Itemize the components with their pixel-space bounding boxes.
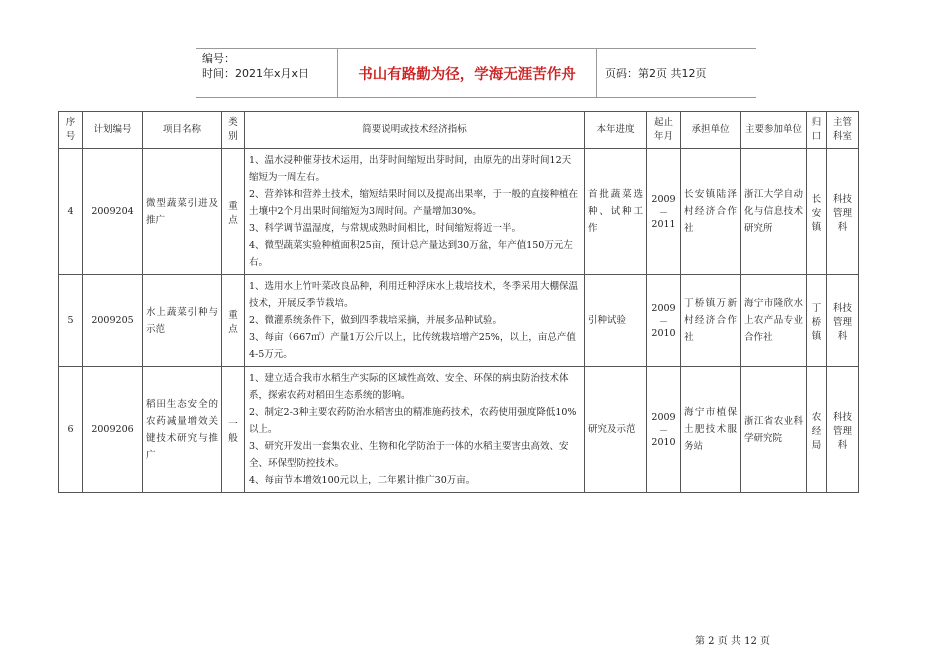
row-office: 科技管理科 [827,275,859,367]
description-line: 2、微灌系统条件下，做到四季栽培采摘，并展多品种试验。 [249,315,503,326]
header-motto: 书山有路勤为径，学海无涯苦作舟 [338,49,597,97]
table-row [59,149,859,275]
row-undertaking-unit: 丁桥镇万新村经济合作社 [681,275,741,367]
row-progress: 引种试验 [585,275,647,367]
row-description [245,367,585,493]
description-line: 1、温水浸种催芽技术运用，出芽时间缩短出芽时间，由原先的出芽时间12天缩短为一周左右。 [249,155,572,183]
description-line: 1、选用水上竹叶菜改良品种，利用迁种浮床水上栽培技术，冬季采用大棚保温技术，开展反季节栽培。 [249,281,579,309]
row-project-name: 微型蔬菜引进及推广 [143,149,222,275]
page-header [196,48,756,98]
description-line: 3、每亩（667㎡）产量1万公斤以上，比传统栽培增产25%，以上，亩总产值4-5万元。 [249,332,576,360]
row-plan-number: 2009206 [83,367,143,493]
row-undertaking-unit: 海宁市植保土肥技术服务站 [681,367,741,493]
column-header: 简要说明或技术经济指标 [245,112,585,149]
row-plan-number: 2009205 [83,275,143,367]
description-line: 3、研究开发出一套集农业、生物和化学防治于一体的水稻主要害虫高效、安全、环保型防控技术。 [249,441,569,469]
row-department: 长安镇 [807,149,827,275]
row-plan-number: 2009204 [83,149,143,275]
row-period: 2009－2010 [647,367,681,493]
row-period: 2009－2010 [647,275,681,367]
row-seq: 6 [59,367,83,493]
description-line: 1、建立适合我市水稻生产实际的区域性高效、安全、环保的病虫防治技术体系，探索农药对稻田生态系统的影响。 [249,373,569,401]
column-header: 计划编号 [83,112,143,149]
column-header: 起止年月 [647,112,681,149]
row-seq: 5 [59,275,83,367]
row-department: 农经局 [807,367,827,493]
row-project-name: 水上蔬菜引种与示范 [143,275,222,367]
row-partner-unit: 浙江大学自动化与信息技术研究所 [741,149,807,275]
number-label: 编号： [202,52,235,65]
row-department: 丁桥镇 [807,275,827,367]
column-header: 本年进度 [585,112,647,149]
description-line: 4、微型蔬菜实验种植面积25亩，预计总产量达到30万盆，年产值150万元左右。 [249,240,573,268]
row-partner-unit: 浙江省农业科学研究院 [741,367,807,493]
description-line: 3、科学调节温湿度，与常规成熟时间相比，时间缩短将近一半。 [249,223,522,234]
row-office: 科技管理科 [827,367,859,493]
row-category: 重点 [222,149,245,275]
row-progress: 首批蔬菜选种、试种工作 [585,149,647,275]
description-line: 2、制定2-3种主要农药防治水稻害虫的精准施药技术，农药使用强度降低10%以上。 [249,407,577,435]
time-label: 时间：2021年x月x日 [202,67,310,80]
description-line: 4、每亩节本增效100元以上，二年累计推广30万亩。 [249,475,476,486]
column-header: 主要参加单位 [741,112,807,149]
table-header-row [59,112,859,149]
description-line: 2、营养钵和营养土技术，缩短结果时间以及提高出果率，于一般的直接种植在土壤中2个月出果时间缩短为3周时间。产量增加30%。 [249,189,579,217]
row-category: 一般 [222,367,245,493]
column-header: 归口 [807,112,827,149]
header-meta [196,49,338,97]
column-header: 主管科室 [827,112,859,149]
column-header: 类别 [222,112,245,149]
column-header: 序号 [59,112,83,149]
row-project-name: 稻田生态安全的农药减量增效关键技术研究与推广 [143,367,222,493]
table-row [59,275,859,367]
header-page-label: 页码：第2页 共12页 [605,67,707,80]
row-progress: 研究及示范 [585,367,647,493]
table-row [59,367,859,493]
project-table [58,111,859,493]
row-description [245,149,585,275]
page-footer: 第 2 页 共 12 页 [695,636,770,647]
row-period: 2009－2011 [647,149,681,275]
row-partner-unit: 海宁市隆欣水上农产品专业合作社 [741,275,807,367]
row-office: 科技管理科 [827,149,859,275]
column-header: 项目名称 [143,112,222,149]
row-seq: 4 [59,149,83,275]
row-description [245,275,585,367]
column-header: 承担单位 [681,112,741,149]
row-undertaking-unit: 长安镇陆泽村经济合作社 [681,149,741,275]
row-category: 重点 [222,275,245,367]
